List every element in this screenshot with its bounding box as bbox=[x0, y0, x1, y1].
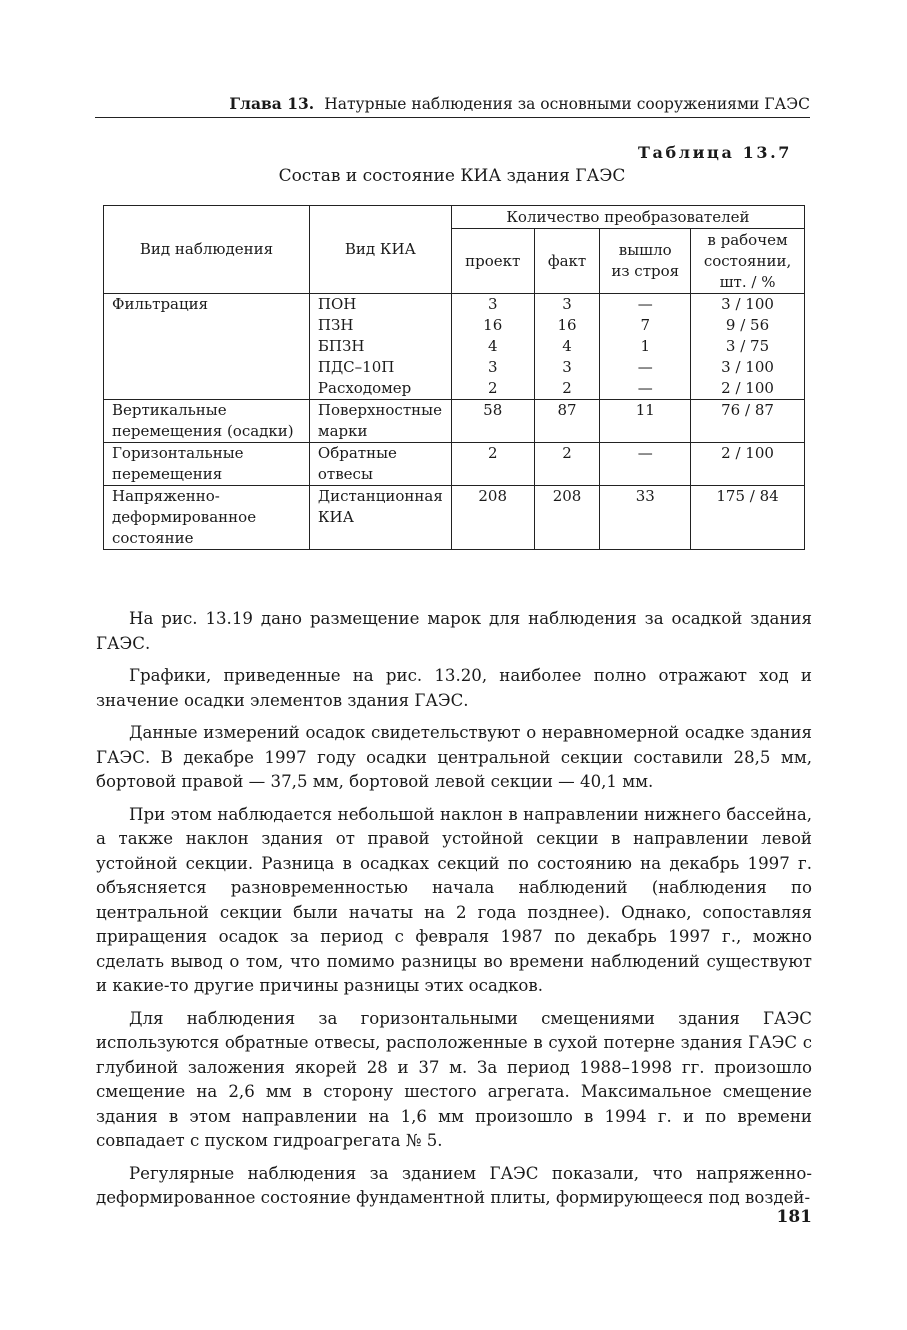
chapter-label: Глава 13. bbox=[229, 94, 315, 113]
fact-cell: 2 bbox=[534, 378, 600, 400]
fact-cell: 208 bbox=[534, 486, 600, 550]
fact-cell: 16 bbox=[534, 315, 600, 336]
paragraph: При этом наблюдается небольшой наклон в направлении нижнего бассейна, а также наклон здания от правой устойной секции в направлении левой устойной секции. Разница в осадках секций по состоянию на декабрь 1997 г. объясняется разновременностью начала наблюдений (наблюдения по центральной секции были начаты на 2 года позднее). Однако, сопоставляя приращения осадок за период с февраля 1987 по декабрь 1997 г., можно сделать вывод о том, что помимо разницы во времени наблюдений существуют и какие-то другие причины разницы этих осадков. bbox=[96, 804, 812, 995]
header-observation-type: Вид наблюдения bbox=[104, 206, 310, 294]
kia-cell: ПДС–10П bbox=[309, 357, 451, 378]
observation-cell: Горизонтальные перемещения bbox=[104, 443, 310, 486]
fact-cell: 3 bbox=[534, 357, 600, 378]
failed-cell: — bbox=[600, 378, 691, 400]
kia-cell: Обратные отвесы bbox=[309, 443, 451, 486]
paragraph: Регулярные наблюдения за зданием ГАЭС показали, что напряженно-деформированное состояние фундаментной плиты, формирующееся под воздей- bbox=[96, 1163, 812, 1207]
header-count-group: Количество преобразователей bbox=[451, 206, 804, 229]
project-cell: 2 bbox=[451, 443, 534, 486]
paragraph: На рис. 13.19 дано размещение марок для наблюдения за осадкой здания ГАЭС. bbox=[96, 609, 812, 653]
working-cell: 3 / 100 bbox=[691, 294, 805, 316]
fact-cell: 3 bbox=[534, 294, 600, 316]
observation-cell: Напряженно-деформированное состояние bbox=[104, 486, 310, 550]
paragraph: Для наблюдения за горизонтальными смещениями здания ГАЭС используются обратные отвесы, расположенные в сухой потерне здания ГАЭС с глубиной заложения якорей 28 и 37 м. За период 1988–1998 гг. произошло смещение на 2,6 мм в сторону шестого агрегата. Максимальное смещение здания в этом направлении на 1,6 мм произошло в 1994 г. и по времени совпадает с пуском гидроагрегата № 5. bbox=[96, 1008, 812, 1150]
table-row bbox=[104, 486, 805, 550]
kia-cell: Дистанционная КИА bbox=[309, 486, 451, 550]
table-caption: Состав и состояние КИА здания ГАЭС bbox=[278, 166, 626, 186]
project-cell: 4 bbox=[451, 336, 534, 357]
header-working: в рабочем состоянии, шт. / % bbox=[691, 229, 805, 294]
failed-cell: 33 bbox=[600, 486, 691, 550]
working-cell: 175 / 84 bbox=[691, 486, 805, 550]
table-row bbox=[104, 400, 805, 443]
header-failed: вышло из строя bbox=[600, 229, 691, 294]
kia-cell: ПЗН bbox=[309, 315, 451, 336]
failed-cell: 7 bbox=[600, 315, 691, 336]
kia-cell: Поверхностные марки bbox=[309, 400, 451, 443]
table-number: Таблица 13.7 bbox=[637, 143, 792, 162]
failed-cell: 11 bbox=[600, 400, 691, 443]
failed-cell: 1 bbox=[600, 336, 691, 357]
failed-cell: — bbox=[600, 443, 691, 486]
page-number: 181 bbox=[776, 1207, 812, 1227]
group-filtration bbox=[104, 294, 805, 400]
table-row bbox=[104, 443, 805, 486]
failed-cell: — bbox=[600, 357, 691, 378]
fact-cell: 87 bbox=[534, 400, 600, 443]
kia-cell: БПЗН bbox=[309, 336, 451, 357]
observation-cell: Фильтрация bbox=[104, 294, 310, 400]
running-header bbox=[95, 93, 810, 118]
working-cell: 3 / 75 bbox=[691, 336, 805, 357]
fact-cell: 2 bbox=[534, 443, 600, 486]
group-stress-strain bbox=[104, 486, 805, 550]
working-cell: 2 / 100 bbox=[691, 443, 805, 486]
kia-cell: Расходомер bbox=[309, 378, 451, 400]
paragraph: Графики, приведенные на рис. 13.20, наиболее полно отражают ход и значение осадки элементов здания ГАЭС. bbox=[96, 666, 812, 710]
body-text bbox=[96, 607, 812, 1219]
project-cell: 3 bbox=[451, 357, 534, 378]
fact-cell: 4 bbox=[534, 336, 600, 357]
project-cell: 16 bbox=[451, 315, 534, 336]
kia-cell: ПОН bbox=[309, 294, 451, 316]
project-cell: 58 bbox=[451, 400, 534, 443]
working-cell: 2 / 100 bbox=[691, 378, 805, 400]
header-kia-type: Вид КИА bbox=[309, 206, 451, 294]
table-row bbox=[104, 294, 805, 316]
group-horizontal-displacement bbox=[104, 443, 805, 486]
header-project: проект bbox=[451, 229, 534, 294]
working-cell: 9 / 56 bbox=[691, 315, 805, 336]
working-cell: 76 / 87 bbox=[691, 400, 805, 443]
project-cell: 2 bbox=[451, 378, 534, 400]
project-cell: 208 bbox=[451, 486, 534, 550]
paragraph: Данные измерений осадок свидетельствуют о неравномерной осадке здания ГАЭС. В декабре 1997 году осадки центральной секции составили 28,5 мм, бортовой правой — 37,5 мм, бортовой левой секции — 40,1 мм. bbox=[96, 723, 812, 791]
failed-cell: — bbox=[600, 294, 691, 316]
project-cell: 3 bbox=[451, 294, 534, 316]
chapter-title: Натурные наблюдения за основными сооружениями ГАЭС bbox=[324, 95, 810, 113]
group-vertical-displacement bbox=[104, 400, 805, 443]
header-fact: факт bbox=[534, 229, 600, 294]
working-cell: 3 / 100 bbox=[691, 357, 805, 378]
kia-table bbox=[103, 205, 805, 550]
observation-cell: Вертикальные перемещения (осадки) bbox=[104, 400, 310, 443]
